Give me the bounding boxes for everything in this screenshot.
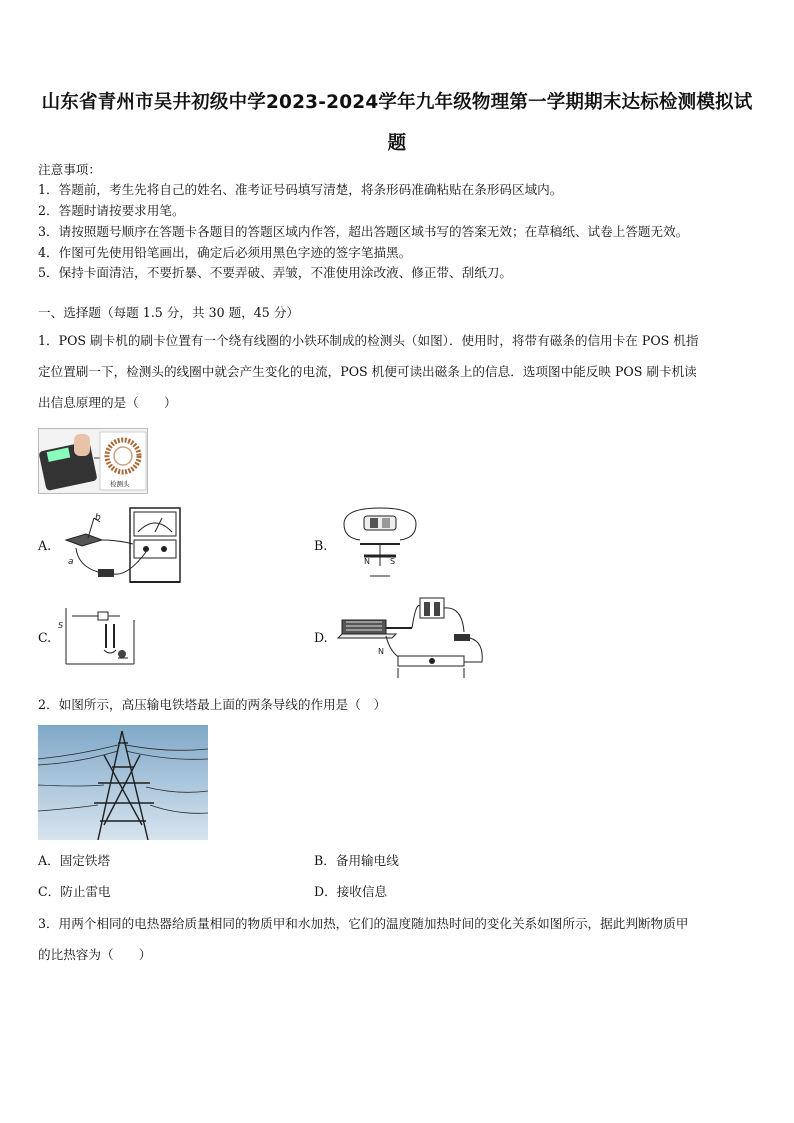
q2-stem: 2．如图所示，高压输电铁塔最上面的两条导线的作用是（ ）: [38, 697, 387, 712]
q2-option-b[interactable]: B．备用输电线: [314, 853, 399, 868]
fig-b-label-s: S: [390, 557, 396, 566]
exam-title-line1: 山东省青州市吴井初级中学2023-2024学年九年级物理第一学期期末达标检测模拟试: [41, 92, 753, 113]
q1-option-a-label[interactable]: A.: [38, 538, 52, 553]
q1-option-d-label[interactable]: D.: [314, 630, 328, 645]
detector-label: 检测头: [110, 480, 130, 488]
fig-a-label-b: b: [95, 513, 101, 523]
q1-option-a-figure: [58, 504, 183, 586]
q1-option-c-label[interactable]: C.: [38, 630, 52, 645]
note-item-3: 3．请按照题号顺序在答题卡各题目的答题区域内作答，超出答题区域书写的答案无效；在草稿纸、试卷上答题无效。: [38, 224, 689, 239]
note-item-5: 5．保持卡面清洁，不要折暴、不要弄破、弄皱，不准使用涂改液、修正带、刮纸刀。: [38, 265, 512, 280]
q3-line-1: 3．用两个相同的电热器给质量相同的物质甲和水加热，它们的温度随加热时间的变化关系如图所示，据此判断物质甲: [38, 916, 689, 931]
notes-heading: 注意事项：: [38, 162, 101, 177]
q1-option-c-figure: [58, 606, 138, 670]
fig-d-label-n: N: [378, 647, 384, 656]
fig-c-label-s: S: [58, 621, 64, 630]
q3-line-2: 的比热容为（ ）: [38, 947, 152, 962]
q2-option-d[interactable]: D．接收信息: [314, 884, 388, 899]
note-item-1: 1．答题前，考生先将自己的姓名、准考证号码填写清楚，将条形码准确粘贴在条形码区域内。: [38, 182, 563, 197]
section-heading: 一、选择题（每题 1.5 分，共 30 题，45 分）: [38, 305, 300, 320]
exam-title-line2: 题: [387, 133, 407, 154]
q1-line-1: 1．POS 刷卡机的刷卡位置有一个绕有线圈的小铁环制成的检测头（如图）．使用时，将带有磁条的信用卡在 POS 机指: [38, 333, 699, 348]
q2-option-a[interactable]: A．固定铁塔: [38, 853, 111, 868]
q1-line-3: 出信息原理的是（ ）: [38, 395, 177, 410]
q1-option-b-label[interactable]: B.: [314, 538, 328, 553]
fig-b-label-n: N: [364, 557, 370, 566]
note-item-2: 2．答题时请按要求用笔。: [38, 203, 185, 218]
q1-option-d-figure: [336, 592, 486, 684]
q1-line-2: 定位置刷一下，检测头的线圈中就会产生变化的电流，POS 机便可读出磁条上的信息．选项图中能反映 POS 刷卡机读: [38, 364, 697, 379]
power-tower-photo: [38, 725, 208, 840]
note-item-4: 4．作图可先使用铅笔画出，确定后必须用黑色字迹的签字笔描黑。: [38, 245, 412, 260]
q2-option-c[interactable]: C．防止雷电: [38, 884, 111, 899]
fig-a-label-a: a: [68, 557, 74, 567]
q1-option-b-figure: [334, 506, 426, 580]
pos-machine-figure: [38, 428, 148, 494]
